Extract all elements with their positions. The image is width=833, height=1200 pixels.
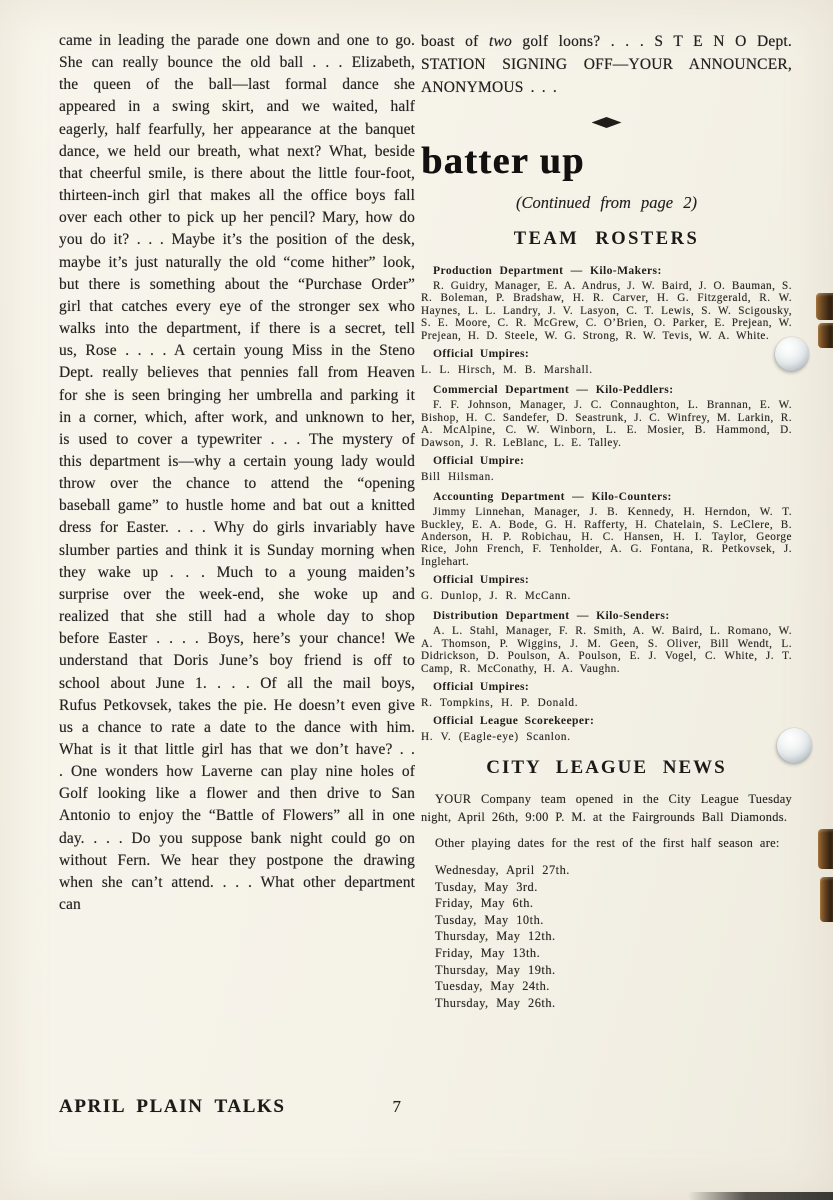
city-league-paragraph: Other playing dates for the rest of the first half season are: [435, 836, 780, 851]
playing-date: Tusday, May 10th. [435, 912, 544, 927]
roster-names: A. L. Stahl, Manager, F. R. Smith, A. W. Baird, L. Romano, W. A. Thomson, P. Wiggins, J. M. Geen, S. Oliver, Bill Wendt, L. Didrickson, D. Poulson, A. Poulson, E. J. Vogel, C. White, J. T. Camp, R. McConathy, H. A. Vaughn. [421, 625, 792, 675]
article-title: batter up [421, 140, 585, 182]
right-column [421, 30, 792, 1011]
playing-date: Friday, May 6th. [435, 896, 534, 911]
officials-names: G. Dunlop, J. R. McCann. [421, 590, 571, 603]
signoff-prefix: boast of [421, 33, 489, 50]
continued-from-note: (Continued from page 2) [516, 193, 697, 212]
scorekeeper-name: H. V. (Eagle-eye) Scanlon. [421, 731, 571, 744]
binding-mark [818, 829, 833, 869]
officials-names: R. Tompkins, H. P. Donald. [421, 697, 579, 710]
binding-mark [820, 877, 833, 922]
playing-date: Wednesday, April 27th. [435, 862, 570, 877]
section-divider [421, 115, 792, 133]
officials-label: Official Umpire: [433, 454, 525, 468]
page-number: 7 [392, 1097, 401, 1116]
playing-date: Thursday, May 19th. [435, 962, 556, 977]
team-rosters-heading: TEAM ROSTERS [513, 229, 700, 249]
scan-edge-smudge [688, 1192, 833, 1200]
scorekeeper-block [421, 714, 792, 743]
playing-date: Tuesday, May 24th. [435, 979, 550, 994]
roster-section-commercial [421, 383, 792, 483]
signoff-suffix: golf loons? . . . S T E N O Dept. STATION SIGNING OFF—YOUR ANNOUNCER, ANONYMOUS . . . [421, 33, 793, 96]
playing-date: Friday, May 13th. [435, 945, 541, 960]
playing-date: Thursday, May 12th. [435, 929, 556, 944]
steno-signoff-paragraph [421, 30, 792, 99]
punch-hole [775, 337, 809, 371]
signoff-italic-word: two [488, 33, 512, 50]
officials-label: Official Umpires: [433, 573, 530, 587]
publication-title: APRIL PLAIN TALKS [59, 1096, 286, 1117]
binding-mark [818, 323, 833, 348]
page-footer [59, 1096, 409, 1118]
dept-heading: Distribution Department — Kilo-Senders: [433, 609, 670, 623]
roster-names: Jimmy Linnehan, Manager, J. B. Kennedy, H. Herndon, W. T. Buckley, E. A. Bode, G. H. Rafferty, H. Chatelain, S. LeClere, B. Anderson, H. P. Robichau, H. C. Hansen, H. I. Taylor, George Rice, John French, F. Tenholder, A. G. Fontana, R. Petkovsek, J. Inglehart. [421, 506, 792, 568]
city-league-paragraph: YOUR Company team opened in the City League Tuesday night, April 26th, 9:00 P. M. at the Fairgrounds Ball Diamonds. [421, 792, 792, 824]
officials-names: L. L. Hirsch, M. B. Marshall. [421, 364, 593, 377]
officials-label: Official Umpires: [433, 347, 530, 361]
dept-heading: Accounting Department — Kilo-Counters: [433, 490, 672, 504]
diamond-ornament-icon [592, 117, 622, 128]
roster-names: R. Guidry, Manager, E. A. Andrus, J. W. Baird, J. O. Bauman, S. R. Boleman, P. Bradshaw, H. R. Carver, H. G. Fitzgerald, R. W. Haynes, L. L. Landry, J. V. Lasyon, C. T. Lewis, S. W. Scigousky, S. E. Moore, C. R. McGrew, C. O’Brien, O. Parker, E. Prejean, W. Prejean, H. D. Steele, W. G. Strong, R. W. Tevis, W. A. White. [421, 280, 792, 342]
playing-date: Tusday, May 3rd. [435, 879, 538, 894]
roster-section-production [421, 264, 792, 376]
playing-dates-list [421, 862, 792, 1011]
roster-section-accounting [421, 490, 792, 602]
left-column-body-text: came in leading the parade one down and one to go. She can really bounce the old ball . . . Elizabeth, the queen of the ball—last formal dance she appeared in a swing skirt, and we waited, half eagerly, half fearfully, her appearance at the banquet dance, we held our breath, what next? What, beside that cheerful smile, is there about the little four-foot, thirteen-inch girl that makes all the office boys fall over each other to pick up her pencil? Mary, how do you do it? . . . Maybe it’s the position of the desk, maybe it’s just naturally the old “come hither” look, but there is something about the “Purchase Order” girl that catches every eye of the stronger sex who walks into the department, if there is a secret, tell us, Rose . . . . A certain young Miss in the Steno Dept. really believes that pennies fall from Heaven for she is seen bringing her umbrella and parking it in a corner, which, after work, and unknown to her, is used to cover a typewriter . . . The mystery of this department is—why a certain young lady would throw over the chance to attend the “opening baseball game” to hustle home and bat out a knitted dress for Easter. . . . Why do girls invariably have slumber parties and think it is Sunday morning when they wake up . . . Much to a young maiden’s surprise over the week-end, she woke up and realized that she still had a whole day to shop before Easter . . . . Boys, here’s your chance! We understand that Doris June’s boy friend is off to school about June 1. . . . Of all the mail boys, Rufus Petkovsek, takes the pie. He doesn’t even give us a chance to rate a date to the dance with him. What is it that little girl has that we don’t have? . . . One wonders how Laverne can play nine holes of Golf looking like a flower and then drive to San Antonio to enjoy the “Battle of Flowers” all in one day. . . . Do you suppose bank night could go on without Fern. We hear they postpone the drawing when she can’t attend. . . . What other department can [59, 32, 415, 914]
roster-section-distribution [421, 609, 792, 709]
dept-heading: Commercial Department — Kilo-Peddlers: [433, 383, 674, 397]
binding-mark [816, 293, 833, 320]
city-league-news-heading: CITY LEAGUE NEWS [486, 757, 727, 779]
punch-hole [777, 728, 812, 763]
scorekeeper-label: Official League Scorekeeper: [433, 714, 595, 728]
officials-label: Official Umpires: [433, 680, 530, 694]
dept-heading: Production Department — Kilo-Makers: [433, 264, 662, 277]
roster-names: F. F. Johnson, Manager, J. C. Connaughton, L. Brannan, E. W. Bishop, H. C. Sandefer, D. Seastrunk, J. C. Winfrey, M. Larkin, R. A. McAlpine, C. W. Winborn, L. E. Mosier, B. Hammond, D. Dawson, J. R. LeBlanc, L. E. Talley. [421, 399, 792, 449]
playing-date: Thursday, May 26th. [435, 995, 556, 1010]
officials-names: Bill Hilsman. [421, 471, 495, 484]
